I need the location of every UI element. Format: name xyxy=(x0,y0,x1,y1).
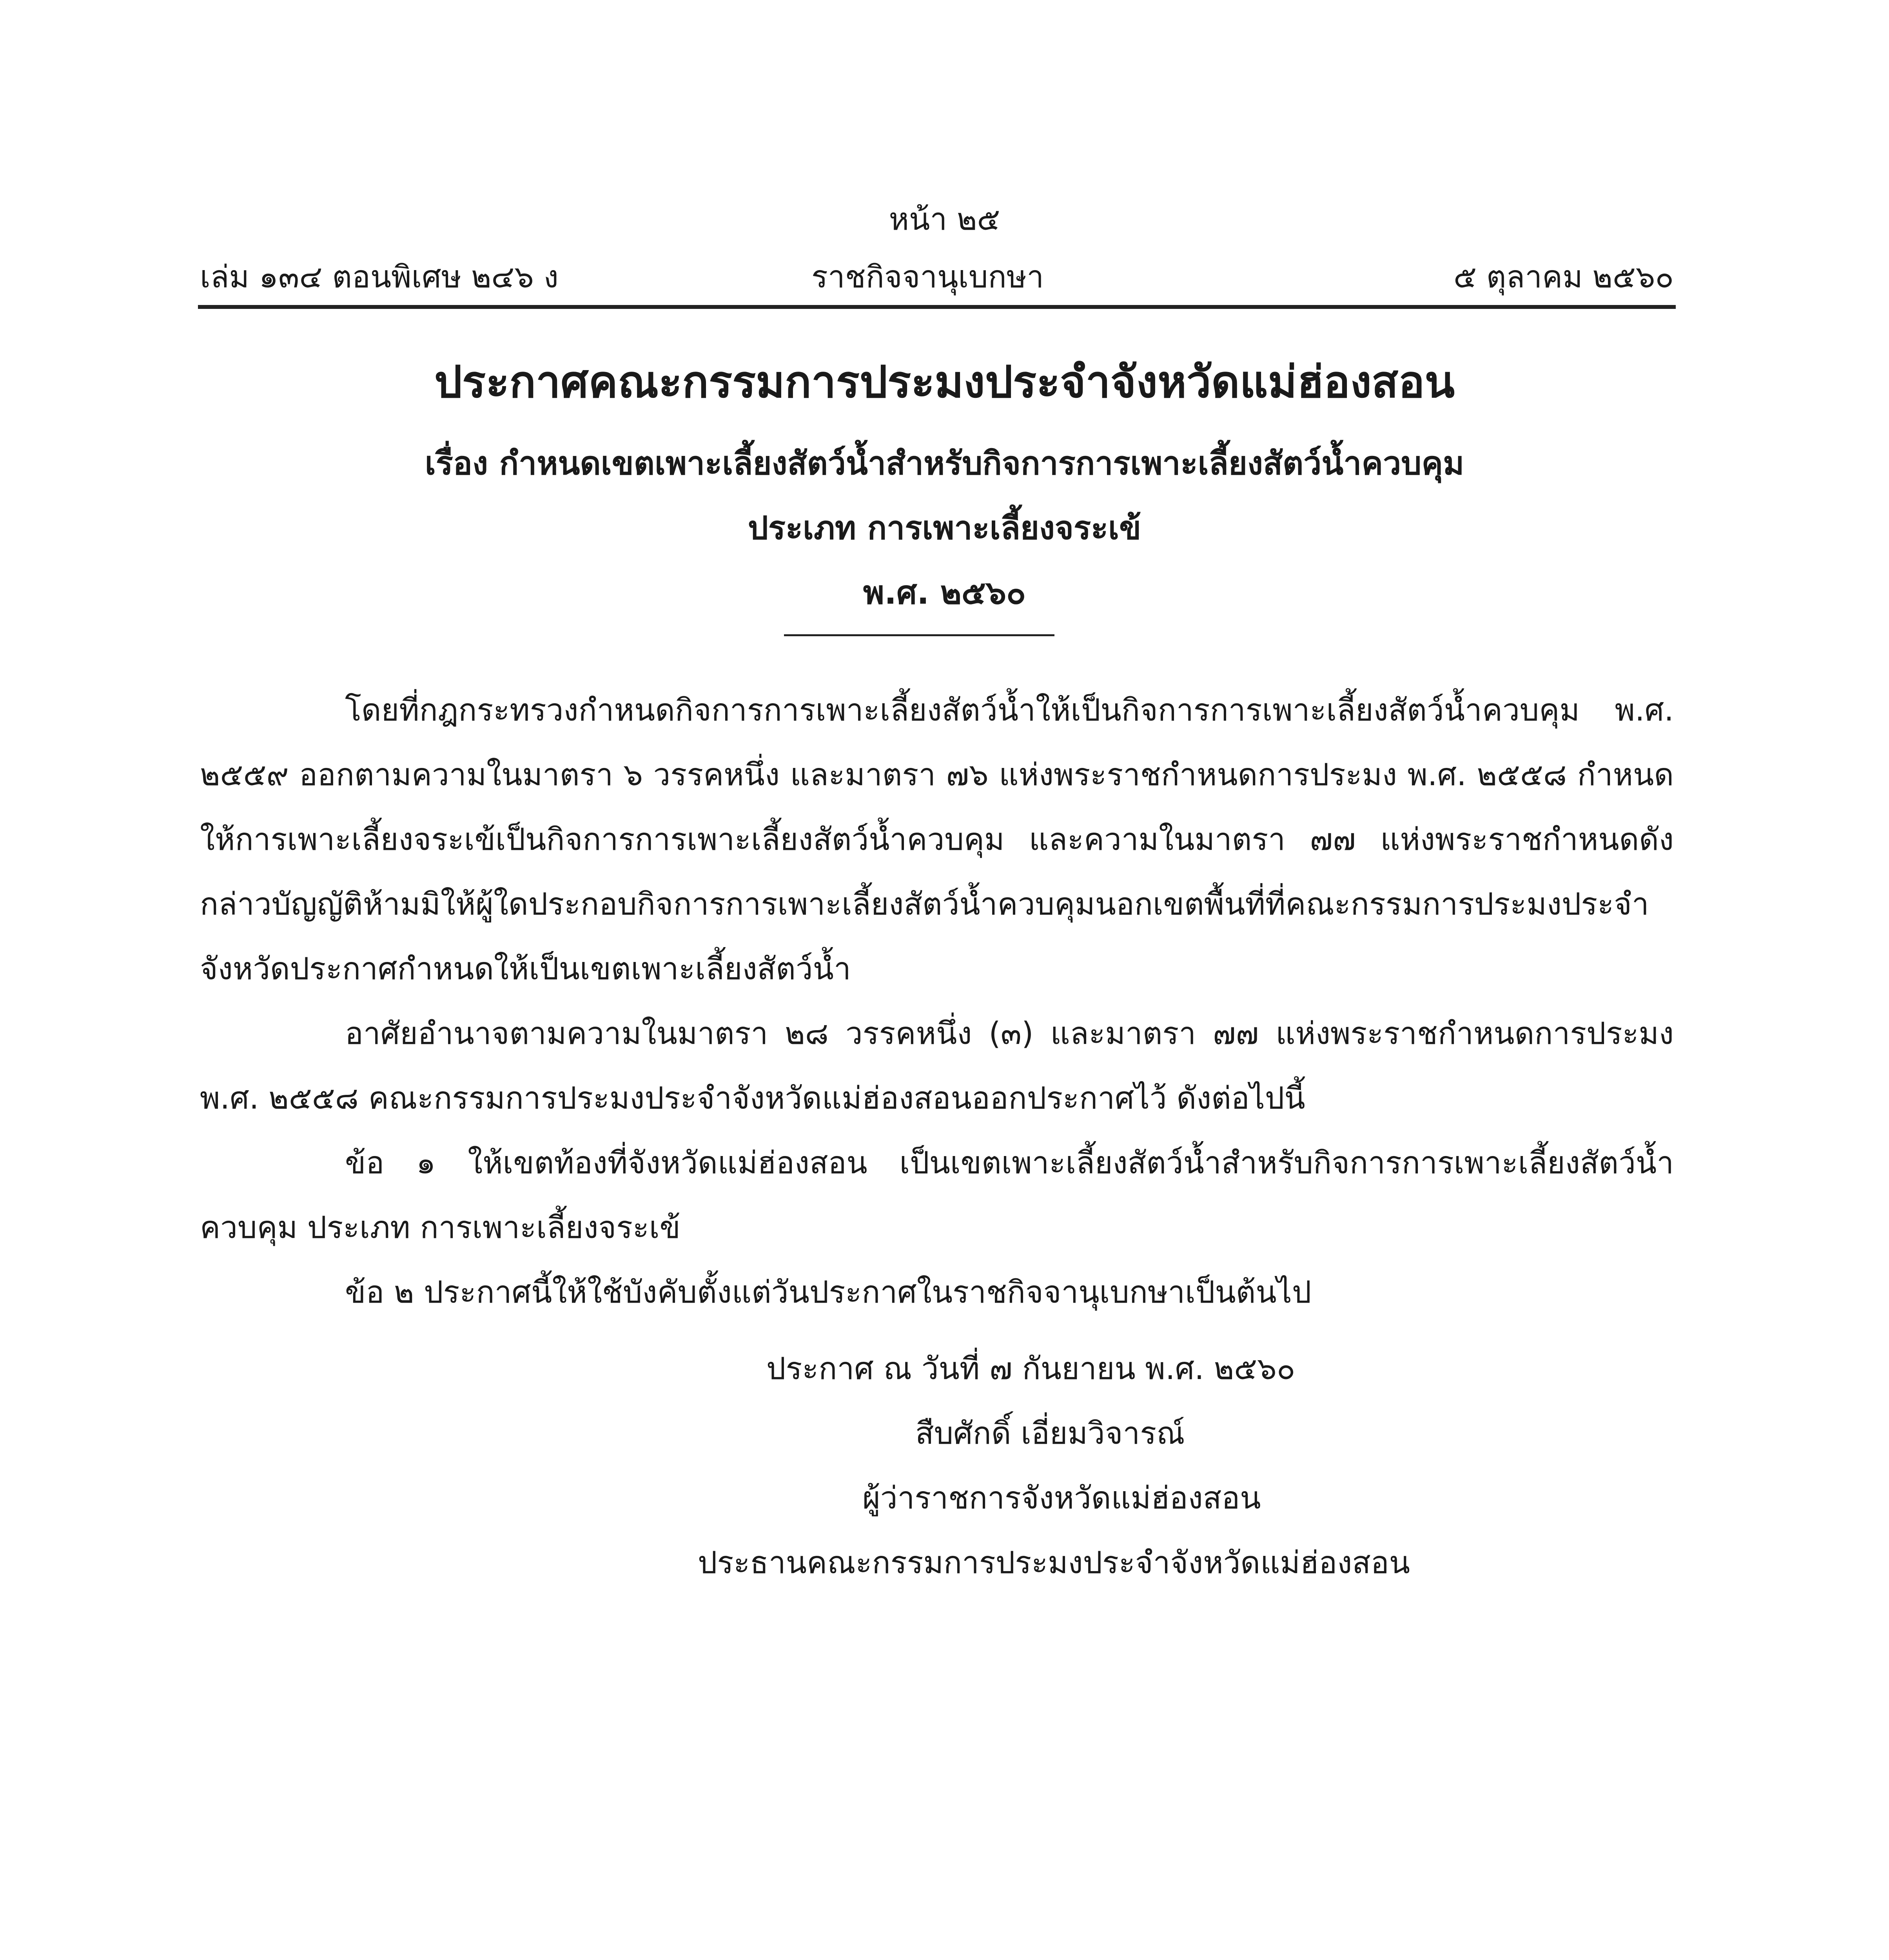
paragraph-preamble: โดยที่กฎกระทรวงกำหนดกิจการการเพาะเลี้ยงสัตว์น้ำให้เป็นกิจการการเพาะเลี้ยงสัตว์น้ำควบคุม พ.ศ. ๒๕๕๙ ออกตามความในมาตรา ๖ วรรคหนึ่ง และมาตรา ๗๖ แห่งพระราชกำหนดการประมง พ.ศ. ๒๕๕๘ กำหนดให้การเพาะเลี้ยงจระเข้เป็นกิจการการเพาะเลี้ยงสัตว์น้ำควบคุม และความในมาตรา ๗๗ แห่งพระราชกำหนดดังกล่าวบัญญัติห้ามมิให้ผู้ใดประกอบกิจการการเพาะเลี้ยงสัตว์น้ำควบคุมนอกเขตพื้นที่ที่คณะกรรมการประมงประจำจังหวัดประกาศกำหนดให้เป็นเขตเพาะเลี้ยงสัตว์น้ำ xyxy=(200,693,1674,987)
volume-issue: เล่ม ๑๓๔ ตอนพิเศษ ๒๔๖ ง xyxy=(200,260,559,295)
gazette-header xyxy=(200,256,1674,299)
page-number: หน้า ๒๕ xyxy=(889,202,1000,237)
announcement-date: ประกาศ ณ วันที่ ๗ กันยายน พ.ศ. ๒๕๖๐ xyxy=(766,1351,1296,1387)
publication-date: ๕ ตุลาคม ๒๕๖๐ xyxy=(1453,260,1674,295)
announcement-title: ประกาศคณะกรรมการประมงประจำจังหวัดแม่ฮ่องสอน xyxy=(434,357,1455,408)
subject-line-1: เรื่อง กำหนดเขตเพาะเลี้ยงสัตว์น้ำสำหรับกิจการการเพาะเลี้ยงสัตว์น้ำควบคุม xyxy=(425,445,1464,482)
signatory-name: สืบศักดิ์ เอี่ยมวิจารณ์ xyxy=(915,1416,1185,1451)
signatory-position-chairman: ประธานคณะกรรมการประมงประจำจังหวัดแม่ฮ่องสอน xyxy=(698,1545,1410,1581)
clause-1: ข้อ ๑ ให้เขตท้องที่จังหวัดแม่ฮ่องสอน เป็นเขตเพาะเลี้ยงสัตว์น้ำสำหรับกิจการการเพาะเลี้ยงสัตว์น้ำควบคุม ประเภท การเพาะเลี้ยงจระเข้ xyxy=(200,1145,1674,1245)
header-divider xyxy=(198,305,1676,309)
announcement-year: พ.ศ. ๒๕๖๐ xyxy=(863,574,1026,612)
title-divider xyxy=(784,634,1054,636)
paragraph-authority: อาศัยอำนาจตามความในมาตรา ๒๘ วรรคหนึ่ง (๓) และมาตรา ๗๗ แห่งพระราชกำหนดการประมง พ.ศ. ๒๕๕๘ คณะกรรมการประมงประจำจังหวัดแม่ฮ่องสอนออกประกาศไว้ ดังต่อไปนี้ xyxy=(200,1016,1674,1116)
announcement-subject xyxy=(0,431,1889,625)
signatory-position-governor: ผู้ว่าราชการจังหวัดแม่ฮ่องสอน xyxy=(862,1481,1261,1516)
announcement-body xyxy=(200,678,1674,1325)
gazette-name: ราชกิจจานุเบกษา xyxy=(811,260,1044,295)
clause-2: ข้อ ๒ ประกาศนี้ให้ใช้บังคับตั้งแต่วันประกาศในราชกิจจานุเบกษาเป็นต้นไป xyxy=(345,1275,1312,1310)
subject-line-2: ประเภท การเพาะเลี้ยงจระเข้ xyxy=(748,510,1141,547)
signature-block xyxy=(627,1337,1646,1595)
